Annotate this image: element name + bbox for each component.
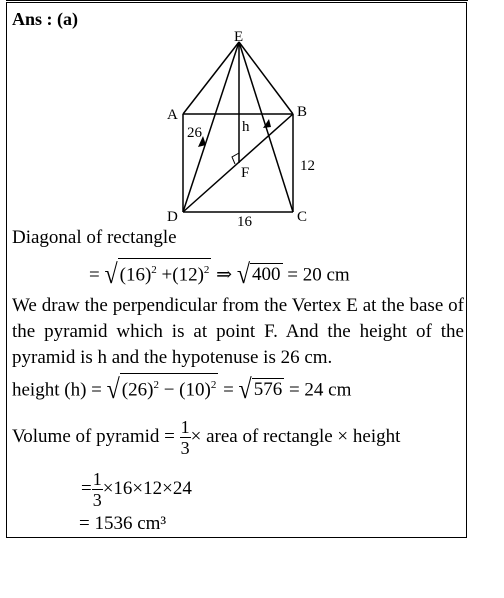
sqrt-symbol: √ [238,375,252,406]
calc-rest: ×16×12×24 [102,477,192,499]
vertex-d: D [167,209,178,225]
sqrt-symbol: √ [106,375,120,406]
vertex-c: C [297,209,308,225]
edge-ea [183,42,239,114]
height-root-value: 576 [253,379,283,401]
label-slant: 26 [187,125,202,141]
label-side: 12 [300,158,315,174]
final-answer: = 1536 cm³ [79,513,167,534]
vertex-e: E [234,29,244,45]
volume-heading: Volume of pyramid [12,425,160,447]
one-third-fraction: $\frac{1}{3}$ [92,469,102,510]
answer-label: Ans : (a) [12,9,78,29]
sqrt-symbol: √ [236,260,251,291]
diagonal-root-value: 400 [252,264,281,286]
height-prefix: height [12,379,60,401]
vertex-a: A [167,107,178,123]
answer-box [6,2,467,538]
diagonal-radicand: $(16)^2 +(12)^2$ [118,258,212,286]
vertex-b: B [297,104,308,120]
volume-formula: Volume of pyramid = $\frac{1}{3}$ × area of rectangle × height [12,417,401,458]
label-base: 16 [237,214,252,228]
diagonal-heading: Diagonal of rectangle [12,227,177,248]
pyramid-figure [157,28,327,228]
vertex-f: F [241,165,250,181]
explanation-paragraph: We draw the perpendicular from the Vertex E at the base of the pyramid which is at point F. And the height of the pyramid is h and the hypotenuse is 26 cm. [12,295,464,368]
sqrt-symbol: √ [104,260,118,291]
implies-symbol: ⇒ [216,264,233,286]
height-radicand: $(26)^2 - (10)^2$ [120,373,219,401]
diagonal-eq-prefix: = [89,264,100,286]
label-height: h [242,119,250,135]
diagonal-equation [89,258,350,289]
edge-eb [239,42,293,114]
diagonal-result: = 20 cm [287,264,350,286]
height-equation: height (h) = √ $(26)^2 - (10)^2$ = √ 576 = 24 cm [12,373,351,404]
volume-rest: × area of rectangle × height [190,425,401,447]
one-third-fraction: $\frac{1}{3}$ [180,417,190,458]
height-var: (h) [64,379,87,401]
height-result: = 24 cm [288,379,352,401]
volume-calculation: = $\frac{1}{3}$ ×16×12×24 [81,469,192,510]
